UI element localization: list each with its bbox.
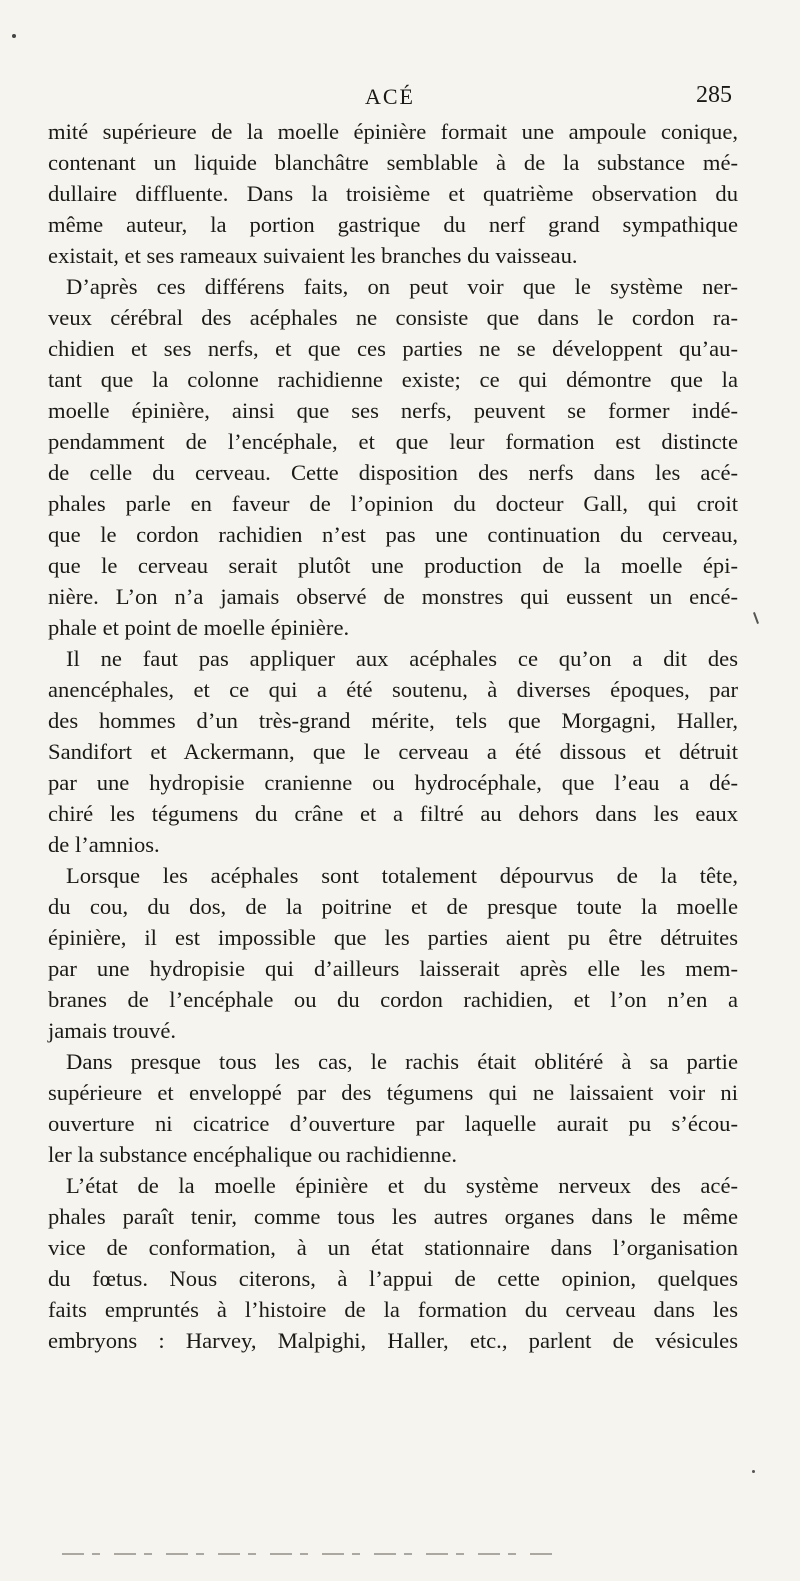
text-line: D’après ces différens faits, on peut voir que le système ner- (66, 274, 738, 299)
text-line: supérieure et enveloppé par des tégumens qui ne laissaient voir ni (48, 1080, 738, 1105)
text-line: ouverture ni cicatrice d’ouverture par laquelle aurait pu s’écou- (48, 1111, 738, 1136)
text-line: que le cordon rachidien n’est pas une continuation du cerveau, (48, 522, 738, 547)
text-line: que le cerveau serait plutôt une production de la moelle épi- (48, 553, 738, 578)
text-line: jamais trouvé. (48, 1018, 176, 1043)
text-line: embryons : Harvey, Malpighi, Haller, etc., parlent de vésicules (48, 1328, 738, 1353)
text-line: des hommes d’un très-grand mérite, tels que Morgagni, Haller, (48, 708, 738, 733)
text-line: ler la substance encéphalique ou rachidienne. (48, 1142, 458, 1167)
text-line: anencéphales, et ce qui a été soutenu, à diverses époques, par (48, 677, 738, 702)
text-line: dullaire diffluente. Dans la troisième et quatrième observation du (48, 181, 738, 206)
text-line: par une hydropisie qui d’ailleurs laisserait après elle les mem- (48, 956, 738, 981)
text-line: vice de conformation, à un état stationnaire dans l’organisation (48, 1235, 738, 1260)
text-line: chiré les tégumens du crâne et a filtré au dehors dans les eaux (48, 801, 738, 826)
text-line: Sandifort et Ackermann, que le cerveau a été dissous et détruit (48, 739, 738, 764)
print-speck (753, 612, 759, 624)
text-line: du fœtus. Nous citerons, à l’appui de cette opinion, quelques (48, 1266, 738, 1291)
text-line: branes de l’encéphale ou du cordon rachidien, et l’on n’en a (48, 987, 738, 1012)
text-line: chidien et ses nerfs, et que ces parties ne se développent qu’au- (48, 336, 738, 361)
text-line: phale et point de moelle épinière. (48, 615, 350, 640)
text-line: L’état de la moelle épinière et du système nerveux des acé- (66, 1173, 738, 1198)
print-speck (12, 34, 16, 38)
text-line: faits empruntés à l’histoire de la formation du cerveau dans les (48, 1297, 738, 1322)
text-line: existait, et ses rameaux suivaient les branches du vaisseau. (48, 243, 578, 268)
text-line: de celle du cerveau. Cette disposition des nerfs dans les acé- (48, 460, 738, 485)
text-line: mité supérieure de la moelle épinière formait une ampoule conique, (48, 119, 738, 144)
bottom-bleed-through (62, 1553, 552, 1555)
body-text (48, 116, 738, 1356)
text-line: de l’amnios. (48, 832, 160, 857)
text-line: du cou, du dos, de la poitrine et de presque toute la moelle (48, 894, 738, 919)
page-header (48, 84, 732, 114)
text-line: Dans presque tous les cas, le rachis était oblitéré à sa partie (66, 1049, 738, 1074)
running-head: ACÉ (365, 84, 415, 109)
text-line: moelle épinière, ainsi que ses nerfs, peuvent se former indé- (48, 398, 738, 423)
text-line: phales parle en faveur de l’opinion du docteur Gall, qui croit (48, 491, 738, 516)
text-line: tant que la colonne rachidienne existe; ce qui démontre que la (48, 367, 738, 392)
text-line: phales paraît tenir, comme tous les autres organes dans le même (48, 1204, 738, 1229)
text-line: même auteur, la portion gastrique du nerf grand sympathique (48, 212, 738, 237)
page-number: 285 (696, 82, 732, 108)
text-line: pendamment de l’encéphale, et que leur formation est distincte (48, 429, 738, 454)
text-line: épinière, il est impossible que les parties aient pu être détruites (48, 925, 738, 950)
text-line: veux cérébral des acéphales ne consiste que dans le cordon ra- (48, 305, 738, 330)
text-line: par une hydropisie cranienne ou hydrocéphale, que l’eau a dé- (48, 770, 738, 795)
text-line: nière. L’on n’a jamais observé de monstres qui eussent un encé- (48, 584, 738, 609)
text-line: Il ne faut pas appliquer aux acéphales ce qu’on a dit des (66, 646, 738, 671)
print-speck (752, 1470, 755, 1473)
text-line: contenant un liquide blanchâtre semblable à de la substance mé- (48, 150, 738, 175)
text-line: Lorsque les acéphales sont totalement dépourvus de la tête, (66, 863, 738, 888)
